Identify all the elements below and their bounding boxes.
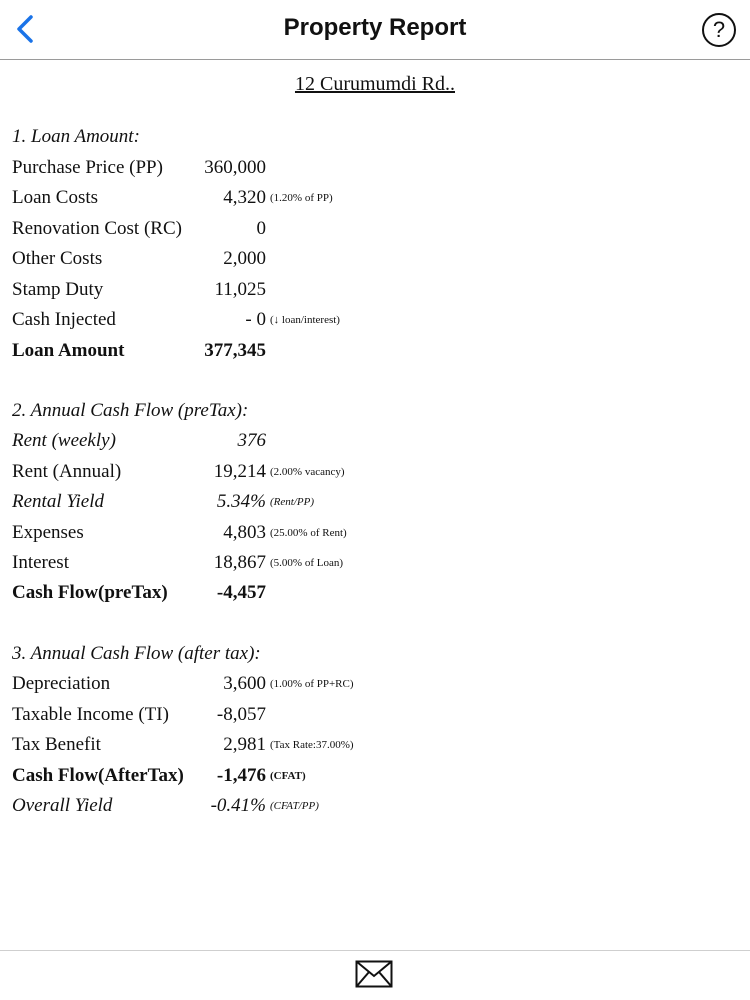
row-value: -8,057 <box>216 704 266 725</box>
row-note: (Rent/PP) <box>270 496 314 508</box>
row-value: 4,320 <box>223 187 266 208</box>
section-heading-loan-amount: 1. Loan Amount: <box>12 126 140 147</box>
section-heading-cash-flow-pretax: 2. Annual Cash Flow (preTax): <box>12 400 249 421</box>
row-value: 2,000 <box>223 248 266 269</box>
row-label: Depreciation <box>12 673 111 694</box>
row-value: -1,476 <box>216 765 266 786</box>
row-note: (1.00% of PP+RC) <box>270 678 354 690</box>
row-renovation-cost <box>12 218 732 246</box>
row-tax-benefit <box>12 734 732 762</box>
row-value: 2,981 <box>223 734 266 755</box>
page-title: Property Report <box>283 14 467 41</box>
row-value: 11,025 <box>214 279 266 300</box>
row-rental-yield <box>12 491 732 519</box>
row-note: (CFAT/PP) <box>270 800 319 812</box>
help-button[interactable] <box>702 13 736 47</box>
row-stamp-duty <box>12 279 732 307</box>
row-interest <box>12 552 732 580</box>
row-label: Taxable Income (TI) <box>12 704 169 725</box>
row-note: (25.00% of Rent) <box>270 527 347 539</box>
row-other-costs <box>12 248 732 276</box>
section-heading-cash-flow-after-tax: 3. Annual Cash Flow (after tax): <box>12 643 261 664</box>
row-loan-costs <box>12 187 732 215</box>
row-label: Expenses <box>12 522 84 543</box>
row-label: Purchase Price (PP) <box>12 157 163 178</box>
row-depreciation <box>12 673 732 701</box>
row-value: 5.34% <box>216 491 266 512</box>
row-value: -4,457 <box>216 582 266 603</box>
row-label: Overall Yield <box>12 795 113 816</box>
row-label: Cash Flow(AfterTax) <box>12 765 184 786</box>
row-label: Rent (Annual) <box>12 461 122 482</box>
row-rent-weekly <box>12 430 732 458</box>
row-value: 18,867 <box>213 552 266 573</box>
row-label: Interest <box>12 552 69 573</box>
row-label: Cash Injected <box>12 309 116 330</box>
property-address: 12 Curumumdi Rd.. <box>294 73 455 95</box>
row-note: (Tax Rate:37.00%) <box>270 739 354 751</box>
row-value: 0 <box>256 218 266 239</box>
row-value: 3,600 <box>223 673 266 694</box>
row-label: Rent (weekly) <box>12 430 116 451</box>
row-label: Other Costs <box>12 248 103 269</box>
row-cash-flow-after-tax <box>12 765 732 793</box>
row-note: (1.20% of PP) <box>270 192 333 204</box>
row-purchase-price <box>12 157 732 185</box>
row-label: Cash Flow(preTax) <box>12 582 168 603</box>
row-label: Renovation Cost (RC) <box>12 218 182 239</box>
row-rent-annual <box>12 461 732 489</box>
row-taxable-income <box>12 704 732 732</box>
row-label: Rental Yield <box>12 491 104 512</box>
row-cash-injected <box>12 309 732 337</box>
nav-bar <box>0 0 750 60</box>
row-label: Tax Benefit <box>12 734 101 755</box>
bottom-toolbar <box>0 950 750 1000</box>
envelope-icon <box>355 975 393 992</box>
row-label: Loan Costs <box>12 187 99 208</box>
row-label: Stamp Duty <box>12 279 104 300</box>
row-note: (↓ loan/interest) <box>270 314 340 326</box>
row-expenses <box>12 522 732 550</box>
row-note: (2.00% vacancy) <box>270 466 345 478</box>
row-value: 377,345 <box>204 340 266 361</box>
row-label: Loan Amount <box>12 340 125 361</box>
question-circle-icon: ? <box>712 17 726 42</box>
row-value: 376 <box>237 430 266 451</box>
row-cash-flow-pretax <box>12 582 732 610</box>
row-value: - 0 <box>245 309 266 330</box>
row-note: (5.00% of Loan) <box>270 557 344 569</box>
row-value: 4,803 <box>223 522 266 543</box>
row-loan-amount-total <box>12 340 732 368</box>
row-value: 19,214 <box>213 461 266 482</box>
row-overall-yield <box>12 795 732 823</box>
row-value: 360,000 <box>204 157 266 178</box>
email-report-button[interactable] <box>355 960 393 988</box>
row-note: (CFAT) <box>270 770 306 782</box>
row-value: -0.41% <box>210 795 266 816</box>
